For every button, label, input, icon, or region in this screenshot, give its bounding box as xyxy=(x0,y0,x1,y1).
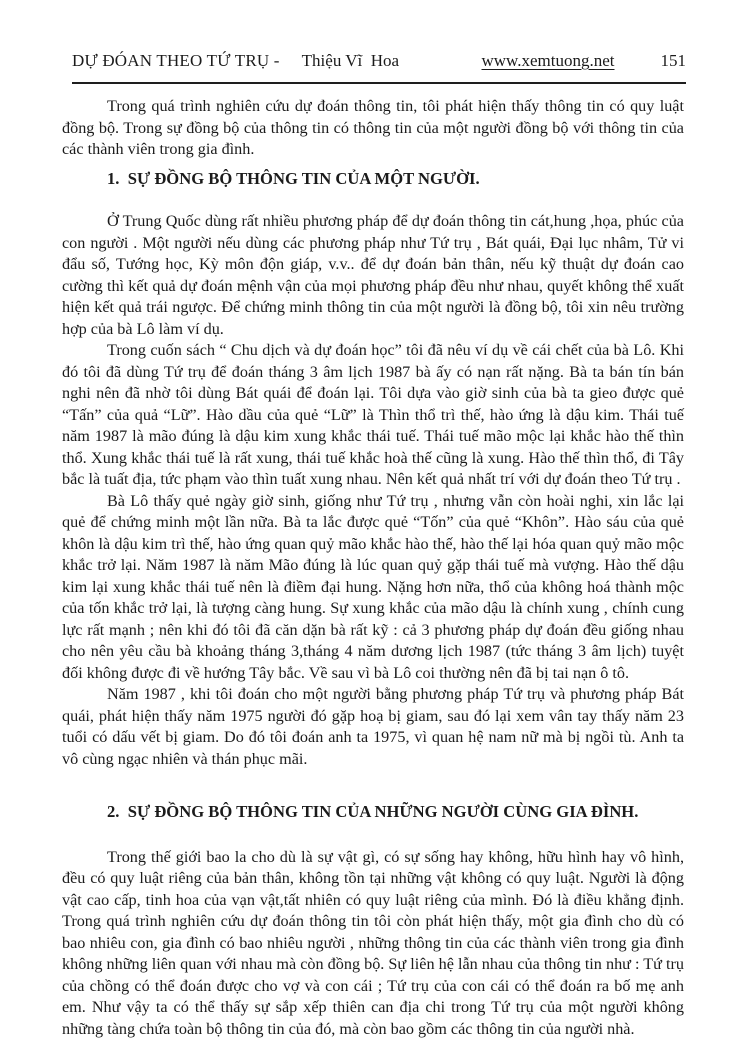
paragraph-1987-case: Năm 1987 , khi tôi đoán cho một người bằng phương pháp Tứ trụ và phương pháp Bát quái, phát hiện thấy năm 1975 người đó gặp hoạ bị giam, sau đó lại xem vân tay thấy năm 23 tuổi có dấu vết bị giam. Do đó tôi đoán anh ta 1975, vì quan hệ nam nữ mà bị ngồi tù. Anh ta vô cùng ngạc nhiên và thán phục mãi. xyxy=(62,685,684,768)
section-heading-1: 1. SỰ ĐỒNG BỘ THÔNG TIN CỦA MỘT NGƯỜI. xyxy=(107,168,480,188)
section-heading-2: 2. SỰ ĐỒNG BỘ THÔNG TIN CỦA NHỮNG NGƯỜI CÙNG GIA ĐÌNH. xyxy=(107,802,639,822)
paragraph-family-sync: Trong thế giới bao la cho dù là sự vật gì, có sự sống hay không, hữu hình hay vô hình, đều có quy luật riêng của bản thân, không tồn tại những vật không có quy luật. Người là động vật cao cấp, tinh hoa của vạn vật,tất nhiên có quy luật riêng của mình. Đó là điều khẳng định. Trong quá trình nghiên cứu dự đoán thông tin tôi còn phát hiện thấy, một gia đình cho dù có bao nhiêu con, gia đình có bao nhiêu người , những thông tin của các thành viên trong gia đình không những liên quan với nhau mà còn đồng bộ. Sự liên hệ lẫn nhau của thông tin như : Tứ trụ của chồng có thể đoán được cho vợ và con cái ; Tứ trụ của con cái có thể đoán ra bố mẹ anh em. Như vậy ta có thể thấy sự sắp xếp thiên can địa chi trong Tứ trụ của một người không những tàng chứa toàn bộ thông tin của đó, mà còn bao gồm các thông tin của người nhà. xyxy=(62,847,684,1038)
page-header xyxy=(72,0,686,84)
paragraph-methods: Ở Trung Quốc dùng rất nhiều phương pháp để dự đoán thông tin cát,hung ,họa, phúc của con người . Một người nếu dùng các phương pháp như Tứ trụ , Bát quái, Đại lục nhâm, Tử vi đẩu số, Tướng học, Kỳ môn độn giáp, v.v.. để dự đoán bản thân, nếu kỹ thuật dự đoán cao cường thì kết quả dự đoán mệnh vận của mọi phương pháp đều như nhau, quyết không thể xuất hiện kết quả trái ngược. Để chứng minh thông tin của một người là đồng bộ, tôi xin nêu trường hợp của bà Lô làm ví dụ. xyxy=(62,212,684,338)
paragraph-ba-lo-story: Trong cuốn sách “ Chu dịch và dự đoán học” tôi đã nêu ví dụ về cái chết của bà Lô. Khi đó tôi đã dùng Tứ trụ để đoán tháng 3 âm lịch 1987 bà ấy có nạn rất nặng. Bà ta bán tín bán nghi nên đã nhờ tôi dùng Bát quái để đoán lại. Tôi dựa vào giờ sinh của bà ta gieo được quẻ “Tấn” của quả “Lữ”. Hào dầu của quẻ “Lữ” là Thìn thổ trì thế, hào ứng là dậu kim. Thái tuế năm 1987 là mão đúng là dậu kim xung khắc thái tuế. Thái tuế mão mộc lại khắc hào thế thìn thổ. Xung khắc thái tuế là rất xung, thái tuế khắc hoà thế cũng là xung. Hào thế thìn thổ, đi Tây bắc là tuất địa, tức phạm vào thìn tuất xung nhau. Nên kết quả nhất trí với dự đoán theo Tứ trụ . xyxy=(62,341,684,489)
paragraph-intro: Trong quá trình nghiên cứu dự đoán thông tin, tôi phát hiện thấy thông tin có quy luật đồng bộ. Trong sự đồng bộ của thông tin có thông tin của một người đồng bộ với thông tin của các thành viên trong gia đình. xyxy=(62,97,684,159)
page-number: 151 xyxy=(660,51,686,70)
website-url: www.xemtuong.net xyxy=(481,51,615,70)
page-content xyxy=(62,96,684,1040)
paragraph-ba-lo-retry: Bà Lô thấy quẻ ngày giờ sinh, giống như Tứ trụ , nhưng vẫn còn hoài nghi, xin lắc lại quẻ để chứng minh một lần nữa. Bà ta lắc được quẻ “Tốn” của quẻ “Khôn”. Hào sáu của quẻ khôn là dậu kim trì thế, hào ứng quan quỷ mão khắc hào thế, hào thế lại hóa quan quỷ mão mộc khắc trở lại. Năm 1987 là năm Mão đúng là lúc quan quỷ gặp thái tuế mà vượng. Hào thế dậu kim lại xung khắc thái tuế nên là điềm đại hung. Nặng hơn nữa, thổ của không hoá thành mộc của tốn khắc trở lại, là tượng càng hung. Sự xung khắc của mão dậu là chính xung , chính cung lực rất mạnh ; nên khi đó tôi đã căn dặn bà rất kỹ : cả 3 phương pháp dự đoán đều giống nhau cho nên yêu cầu bà khoảng tháng 3,tháng 4 năm dương lịch 1987 (tức tháng 3 âm lịch) tuyệt đối không được đi về hướng Tây bắc. Về sau vì bà Lô coi thường nên đã bị tai nạn ô tô. xyxy=(62,491,684,682)
author-name: Thiệu Vĩ Hoa xyxy=(301,51,400,70)
book-title: DỰ ĐÓAN THEO TỨ TRỤ - xyxy=(72,51,280,70)
